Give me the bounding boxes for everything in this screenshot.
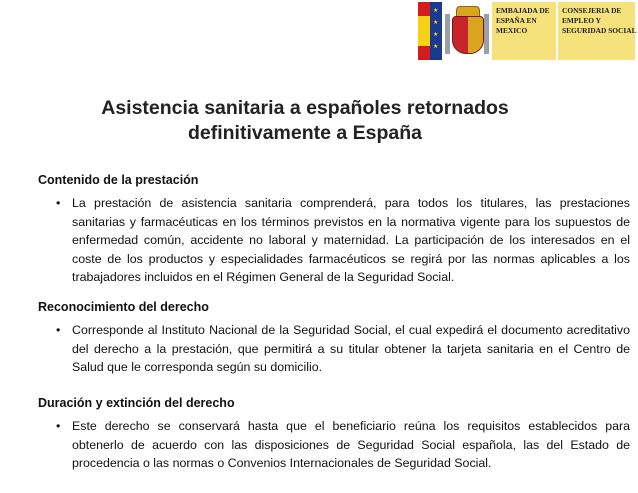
embassy-label [492,2,558,60]
coat-of-arms-icon [442,2,492,60]
page-title [60,96,550,146]
section-contenido [38,172,630,287]
eu-flag-icon: ★ ★ ★ ★ [430,2,442,60]
embassy-line: MEXICO [496,26,528,35]
section-heading: Reconocimiento del derecho [38,300,209,314]
item-text: Este derecho se conservará hasta que el beneficiario reúna los requisitos establecidos para obtenerlo de acuerdo con las disposiciones de Seguridad Social española, las del Estado de procedencia o las normas o Convenios Internacionales de Seguridad Social. [72,419,630,470]
title-line: definitivamente a España [187,122,423,144]
section-heading: Contenido de la prestación [38,173,199,187]
spain-flag-icon [418,2,430,60]
title-line: Asistencia sanitaria a españoles retornados [101,97,509,119]
header-logos [418,2,635,60]
list-item [38,417,630,473]
bullet: • [56,196,61,210]
bullet: • [56,419,61,433]
section-heading: Duración y extinción del derecho [38,396,235,410]
item-text: La prestación de asistencia sanitaria comprenderá, para todos los titulares, las prestaciones sanitarias y farmacéuticas en los términos previstos en la normativa vigente para los supuestos de enfermedad común, accidente no laboral y maternidad. La participación de los interesados en el coste de los productos y especialidades farmacéuticos se regirá por las normas aplicables a los trabajadores incluidos en el Régimen General de la Seguridad Social. [72,196,630,284]
section-reconocimiento [38,299,630,377]
embassy-line: EMBAJADA DE [496,6,550,15]
list-item [38,194,630,287]
embassy-line: ESPAÑA EN [496,16,537,25]
ministry-line: EMPLEO Y [562,16,601,25]
ministry-label [558,2,635,60]
bullet: • [56,323,61,337]
item-text: Corresponde al Instituto Nacional de la Seguridad Social, el cual expedirá el documento acreditativo del derecho a la prestación, que permitirá a su titular obtener la tarjeta sanitaria en el Centro de Salud que le corresponda según su domicilio. [72,323,630,374]
ministry-line: SEGURIDAD SOCIAL [562,26,637,35]
ministry-line: CONSEJERIA DE [562,6,622,15]
section-duracion [38,395,630,473]
list-item [38,321,630,377]
